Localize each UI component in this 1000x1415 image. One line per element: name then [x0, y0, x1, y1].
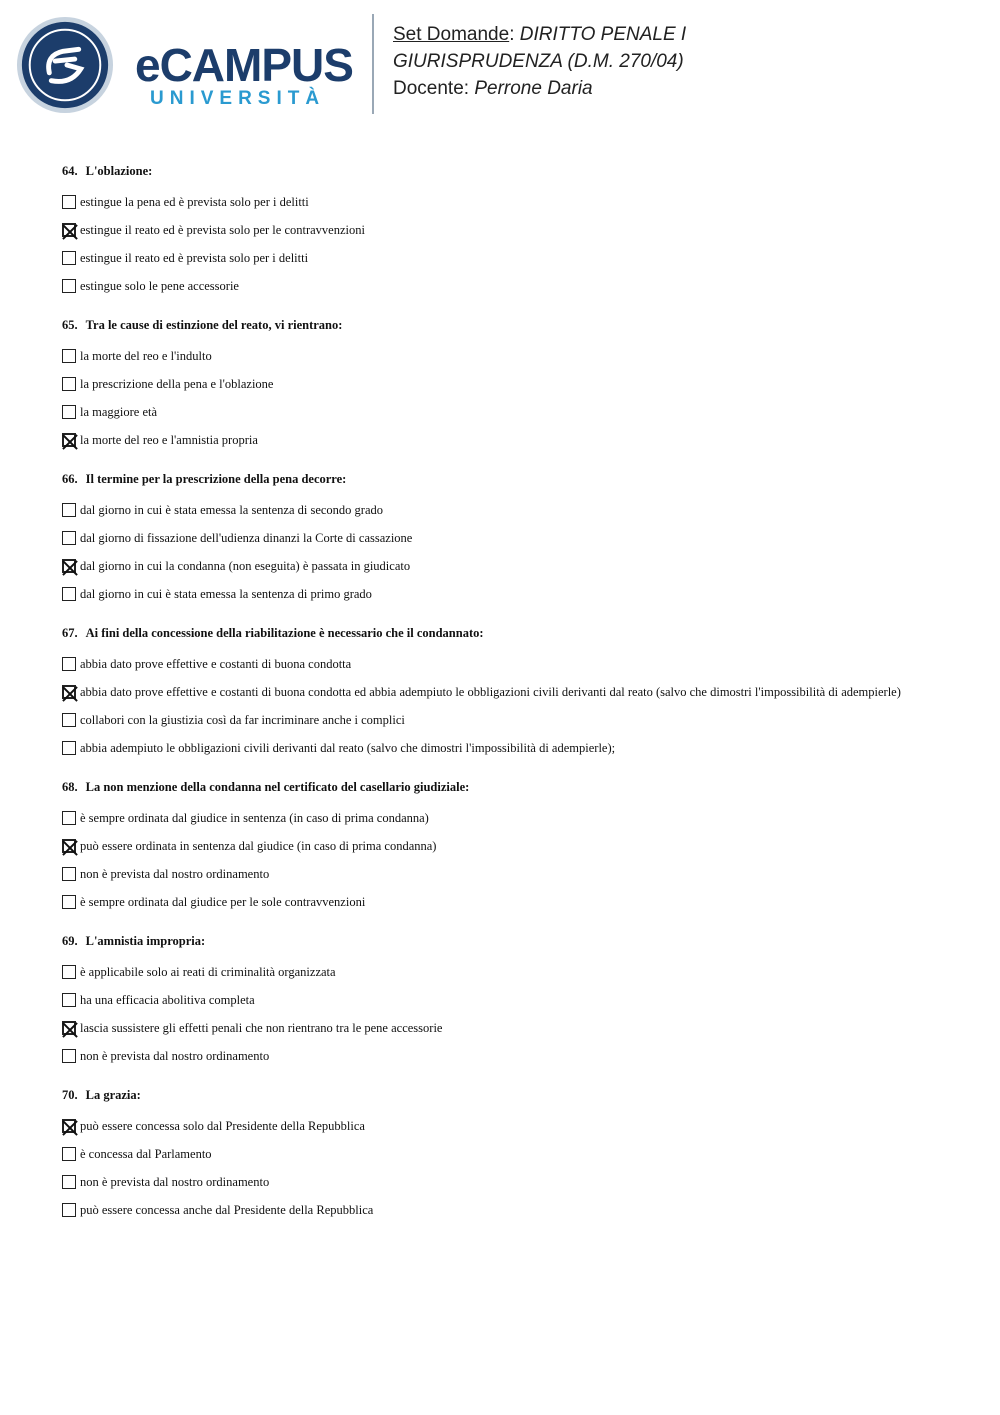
question-title [62, 314, 962, 342]
set-label: Set Domande [393, 24, 510, 45]
question-block [62, 160, 962, 300]
checkbox-icon[interactable] [62, 1203, 76, 1217]
question-block [62, 930, 962, 1070]
answer-option[interactable] [62, 860, 962, 888]
question-title [62, 622, 962, 650]
answer-option[interactable] [62, 1168, 962, 1196]
question-text: Il termine per la prescrizione della pena decorre: [85, 472, 347, 486]
answer-option-label: la morte del reo e l'amnistia propria [80, 432, 258, 447]
answer-option-label: è concessa dal Parlamento [80, 1146, 212, 1161]
question-block [62, 776, 962, 916]
checkbox-icon[interactable] [62, 195, 76, 209]
checkbox-icon[interactable] [62, 279, 76, 293]
question-title [62, 776, 962, 804]
answer-option-label: può essere concessa anche dal Presidente della Repubblica [80, 1202, 374, 1217]
answer-option[interactable] [62, 832, 962, 860]
answer-option-label: abbia adempiuto le obbligazioni civili derivanti dal reato (salvo che dimostri l'impossibilità di adempierle); [80, 740, 616, 755]
question-block [62, 622, 962, 762]
answer-option-label: può essere concessa solo dal Presidente della Repubblica [80, 1118, 365, 1133]
answer-option-label: estingue solo le pene accessorie [80, 278, 239, 293]
answer-option-label: non è prevista dal nostro ordinamento [80, 1048, 270, 1063]
answer-option[interactable] [62, 1112, 962, 1140]
answer-option[interactable] [62, 650, 962, 678]
answer-option-label: la prescrizione della pena e l'oblazione [80, 376, 274, 391]
question-number: 69. [62, 934, 78, 948]
logo-wordmark: eCAMPUS [135, 39, 353, 91]
answer-option[interactable] [62, 244, 962, 272]
answer-option[interactable] [62, 734, 962, 762]
checked-checkbox-icon[interactable] [62, 1119, 76, 1133]
answer-option[interactable] [62, 370, 962, 398]
question-block [62, 314, 962, 454]
answer-option[interactable] [62, 398, 962, 426]
checkbox-icon[interactable] [62, 587, 76, 601]
answer-option[interactable] [62, 1140, 962, 1168]
answer-option-label: è applicabile solo ai reati di criminalità organizzata [80, 964, 336, 979]
docente-label: Docente: [393, 78, 470, 99]
answer-option-label: non è prevista dal nostro ordinamento [80, 1174, 270, 1189]
checked-checkbox-icon[interactable] [62, 223, 76, 237]
answer-option-label: dal giorno in cui è stata emessa la sentenza di secondo grado [80, 502, 384, 517]
question-text: Ai fini della concessione della riabilitazione è necessario che il condannato: [85, 626, 484, 640]
ecampus-emblem-icon [16, 16, 114, 114]
question-block [62, 468, 962, 608]
checkbox-icon[interactable] [62, 993, 76, 1007]
checkbox-icon[interactable] [62, 965, 76, 979]
checked-checkbox-icon[interactable] [62, 559, 76, 573]
checkbox-icon[interactable] [62, 349, 76, 363]
checkbox-icon[interactable] [62, 503, 76, 517]
answer-option-label: la maggiore età [80, 404, 158, 419]
checkbox-icon[interactable] [62, 741, 76, 755]
answer-option-label: estingue il reato ed è prevista solo per i delitti [80, 250, 309, 265]
course-line [393, 49, 684, 75]
logo-subtitle: UNIVERSITÀ [150, 88, 326, 109]
question-number: 65. [62, 318, 78, 332]
answer-option-label: dal giorno in cui la condanna (non eseguita) è passata in giudicato [80, 558, 411, 573]
answer-option[interactable] [62, 986, 962, 1014]
answer-option[interactable] [62, 342, 962, 370]
answer-option[interactable] [62, 678, 962, 706]
checkbox-icon[interactable] [62, 811, 76, 825]
checked-checkbox-icon[interactable] [62, 685, 76, 699]
question-title [62, 1084, 962, 1112]
checkbox-icon[interactable] [62, 867, 76, 881]
answer-option-label: dal giorno di fissazione dell'udienza dinanzi la Corte di cassazione [80, 530, 413, 545]
page-header [0, 0, 1000, 130]
answer-option-label: ha una efficacia abolitiva completa [80, 992, 255, 1007]
question-title [62, 930, 962, 958]
subject: DIRITTO PENALE I [519, 24, 687, 45]
question-number: 67. [62, 626, 78, 640]
checkbox-icon[interactable] [62, 1175, 76, 1189]
docente-line [393, 76, 593, 102]
answer-option-label: è sempre ordinata dal giudice in sentenza (in caso di prima condanna) [80, 810, 429, 825]
answer-option[interactable] [62, 580, 962, 608]
answer-option[interactable] [62, 958, 962, 986]
header-divider [372, 14, 374, 114]
docente-name: Perrone Daria [474, 78, 593, 99]
answer-option-label: abbia dato prove effettive e costanti di buona condotta ed abbia adempiuto le obbligazioni civili derivanti dal reato (salvo che dimostri l'impossibilità di adempierle) [80, 684, 901, 699]
answer-option-label: collabori con la giustizia così da far incriminare anche i complici [80, 712, 405, 727]
set-line: Set Domande: DIRITTO PENALE I [393, 24, 687, 45]
question-number: 68. [62, 780, 78, 794]
checkbox-icon[interactable] [62, 1147, 76, 1161]
checkbox-icon[interactable] [62, 1049, 76, 1063]
question-text: Tra le cause di estinzione del reato, vi rientrano: [85, 318, 343, 332]
course: GIURISPRUDENZA (D.M. 270/04) [393, 51, 684, 72]
checkbox-icon[interactable] [62, 531, 76, 545]
answer-option-label: estingue il reato ed è prevista solo per le contravvenzioni [80, 222, 365, 237]
question-text: L'amnistia impropria: [85, 934, 206, 948]
answer-option[interactable] [62, 188, 962, 216]
answer-option[interactable] [62, 524, 962, 552]
answer-option[interactable] [62, 496, 962, 524]
answer-option[interactable] [62, 216, 962, 244]
checked-checkbox-icon[interactable] [62, 433, 76, 447]
answer-option[interactable] [62, 888, 962, 916]
checked-checkbox-icon[interactable] [62, 1021, 76, 1035]
answer-option[interactable] [62, 804, 962, 832]
question-number: 64. [62, 164, 78, 178]
question-text: La non menzione della condanna nel certificato del casellario giudiziale: [85, 780, 470, 794]
answer-option[interactable] [62, 552, 962, 580]
answer-option-label: la morte del reo e l'indulto [80, 348, 212, 363]
answer-option[interactable] [62, 1042, 962, 1070]
answer-option[interactable] [62, 706, 962, 734]
answer-option[interactable] [62, 426, 962, 454]
checked-checkbox-icon[interactable] [62, 839, 76, 853]
answer-option-label: è sempre ordinata dal giudice per le sole contravvenzioni [80, 894, 366, 909]
answer-option[interactable] [62, 272, 962, 300]
question-list [62, 160, 962, 1238]
checkbox-icon[interactable] [62, 657, 76, 671]
checkbox-icon[interactable] [62, 377, 76, 391]
checkbox-icon[interactable] [62, 405, 76, 419]
question-number: 66. [62, 472, 78, 486]
answer-option[interactable] [62, 1196, 962, 1224]
answer-option-label: estingue la pena ed è prevista solo per i delitti [80, 194, 309, 209]
question-number: 70. [62, 1088, 78, 1102]
question-text: L'oblazione: [85, 164, 153, 178]
checkbox-icon[interactable] [62, 251, 76, 265]
answer-option[interactable] [62, 1014, 962, 1042]
question-title [62, 160, 962, 188]
answer-option-label: dal giorno in cui è stata emessa la sentenza di primo grado [80, 586, 372, 601]
question-text: La grazia: [85, 1088, 141, 1102]
checkbox-icon[interactable] [62, 895, 76, 909]
answer-option-label: lascia sussistere gli effetti penali che non rientrano tra le pene accessorie [80, 1020, 443, 1035]
answer-option-label: abbia dato prove effettive e costanti di buona condotta [80, 656, 352, 671]
question-title [62, 468, 962, 496]
answer-option-label: può essere ordinata in sentenza dal giudice (in caso di prima condanna) [80, 838, 437, 853]
checkbox-icon[interactable] [62, 713, 76, 727]
answer-option-label: non è prevista dal nostro ordinamento [80, 866, 270, 881]
question-block [62, 1084, 962, 1224]
